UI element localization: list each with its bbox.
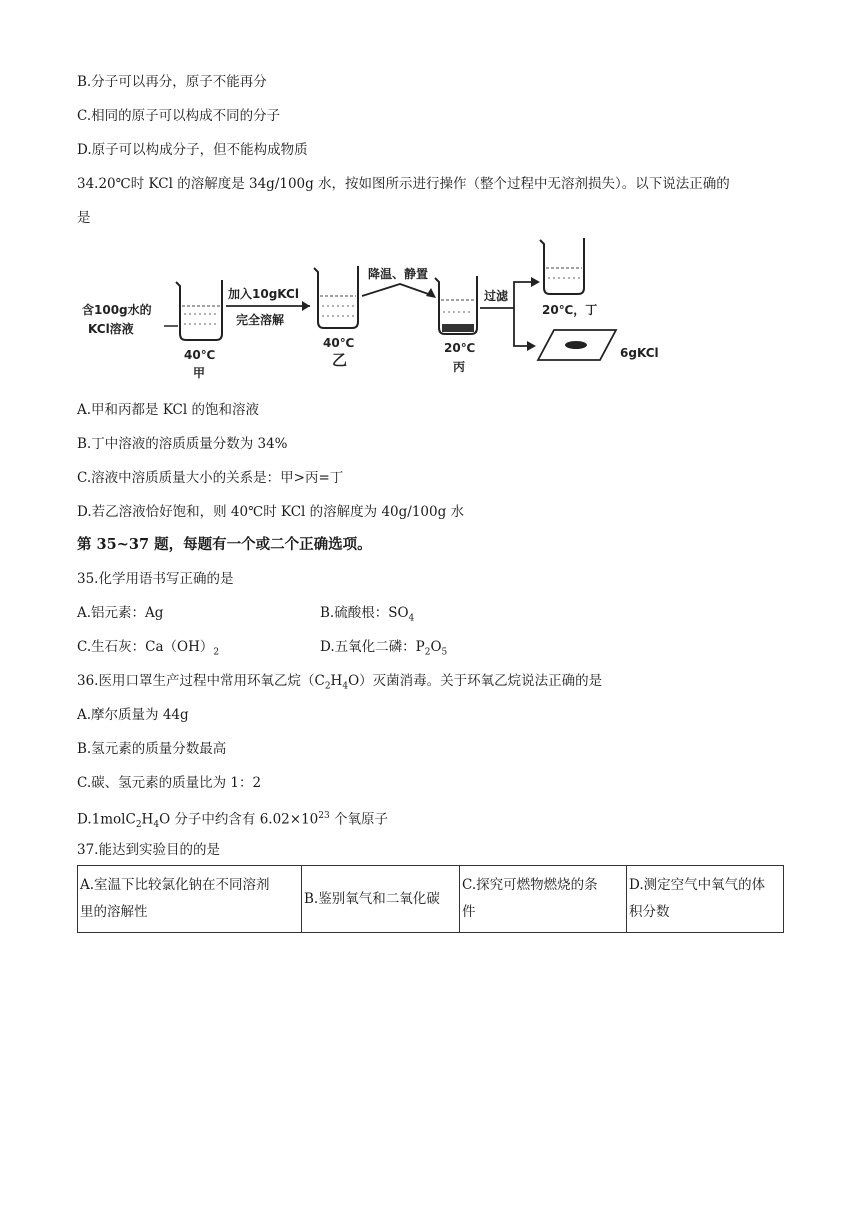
q36-stem: 36.医用口罩生产过程中常用环氧乙烷$(C_2H_4O)$灭菌消毒。关于环氧乙烷说法正确的是: [77, 673, 603, 692]
q33-option-c: C.相同的原子可以构成不同的分子: [77, 108, 281, 124]
q33-option-b: B.分子可以再分，原子不能再分: [77, 74, 267, 90]
q37-stem: 37.能达到实验目的的是: [77, 842, 220, 858]
q33-option-d: D.原子可以构成分子，但不能构成物质: [77, 142, 308, 158]
q37-options-table: [77, 865, 784, 933]
q34-stem-line1: 34.20℃时 KCl 的溶解度是 34g/100g 水，按如图所示进行操作（整个过程中无溶剂损失）。以下说法正确的: [77, 176, 730, 192]
bing-precipitate: [442, 324, 474, 332]
arrow-1-head: [302, 301, 310, 311]
yi-name: 乙: [332, 351, 348, 369]
beaker-ding: [540, 238, 584, 294]
q37-cell-b: B.鉴别氧气和二氧化碳: [302, 866, 460, 933]
jia-name: 甲: [193, 366, 206, 380]
q35-option-b: B.硫酸根：$SO_4$: [320, 605, 415, 624]
q34-option-c: C.溶液中溶质质量大小的关系是：甲>丙=丁: [77, 470, 344, 486]
kcl-process-diagram: [80, 234, 680, 382]
q36-option-c: C.碳、氢元素的质量比为 1：2: [77, 775, 262, 791]
beaker-bing: [435, 276, 477, 334]
q37-cell-d: D.测定空气中氧气的体 积分数: [627, 866, 784, 933]
step1-label-2: 完全溶解: [236, 313, 285, 327]
q37-cell-c: C.探究可燃物燃烧的条 件: [460, 866, 627, 933]
yi-temp: 40℃: [323, 336, 355, 350]
q36-option-b: B.氢元素的质量分数最高: [77, 741, 227, 757]
step1-label-1: 加入10gKCl: [228, 287, 299, 301]
q36-option-d: $D.1molC_2H_4O$ 分子中约含有 $6.02\times 10^{23}$ 个氧原子: [77, 811, 389, 831]
q35-option-a: A.铝元素：Ag: [77, 605, 164, 621]
jia-temp: 40℃: [184, 348, 216, 362]
q37-cell-a: A.室温下比较氯化钠在不同溶剂 里的溶解性: [78, 866, 302, 933]
ding-label: 20℃，丁: [542, 303, 598, 317]
q34-stem-line2: 是: [77, 210, 91, 226]
start-label-1: 含100g水的: [82, 303, 152, 317]
q34-option-a: A.甲和丙都是 KCl 的饱和溶液: [77, 402, 259, 418]
kcl-solid: [565, 341, 587, 349]
beaker-yi: [314, 266, 358, 328]
q36-option-a: A.摩尔质量为 44g: [77, 707, 189, 723]
q35-option-d: D.五氧化二磷：$P_2O_5$: [320, 639, 448, 658]
q34-option-d: D.若乙溶液恰好饱和，则 40℃时 KCl 的溶解度为 40g/100g 水: [77, 504, 465, 520]
bing-name: 丙: [453, 360, 466, 374]
arrow-3-down-head: [527, 341, 536, 351]
arrow-2: [362, 284, 434, 296]
q35-option-c: C.生石灰：$Ca(OH)_2$: [77, 639, 220, 658]
beaker-jia: [176, 280, 222, 340]
table-row: [78, 866, 784, 933]
arrow-3-up-head: [531, 277, 540, 287]
arrow-3-down: [514, 308, 532, 346]
solid-label: 6gKCl: [620, 346, 659, 360]
q34-option-b: B.丁中溶液的溶质质量分数为 34%: [77, 436, 288, 452]
section-heading: 第 35~37 题，每题有一个或二个正确选项。: [77, 536, 372, 553]
step2-label: 降温、静置: [368, 267, 429, 281]
step3-label: 过滤: [484, 289, 509, 303]
start-label-2: KCl溶液: [88, 322, 134, 336]
bing-temp: 20℃: [444, 341, 476, 355]
q35-stem: 35.化学用语书写正确的是: [77, 571, 234, 587]
